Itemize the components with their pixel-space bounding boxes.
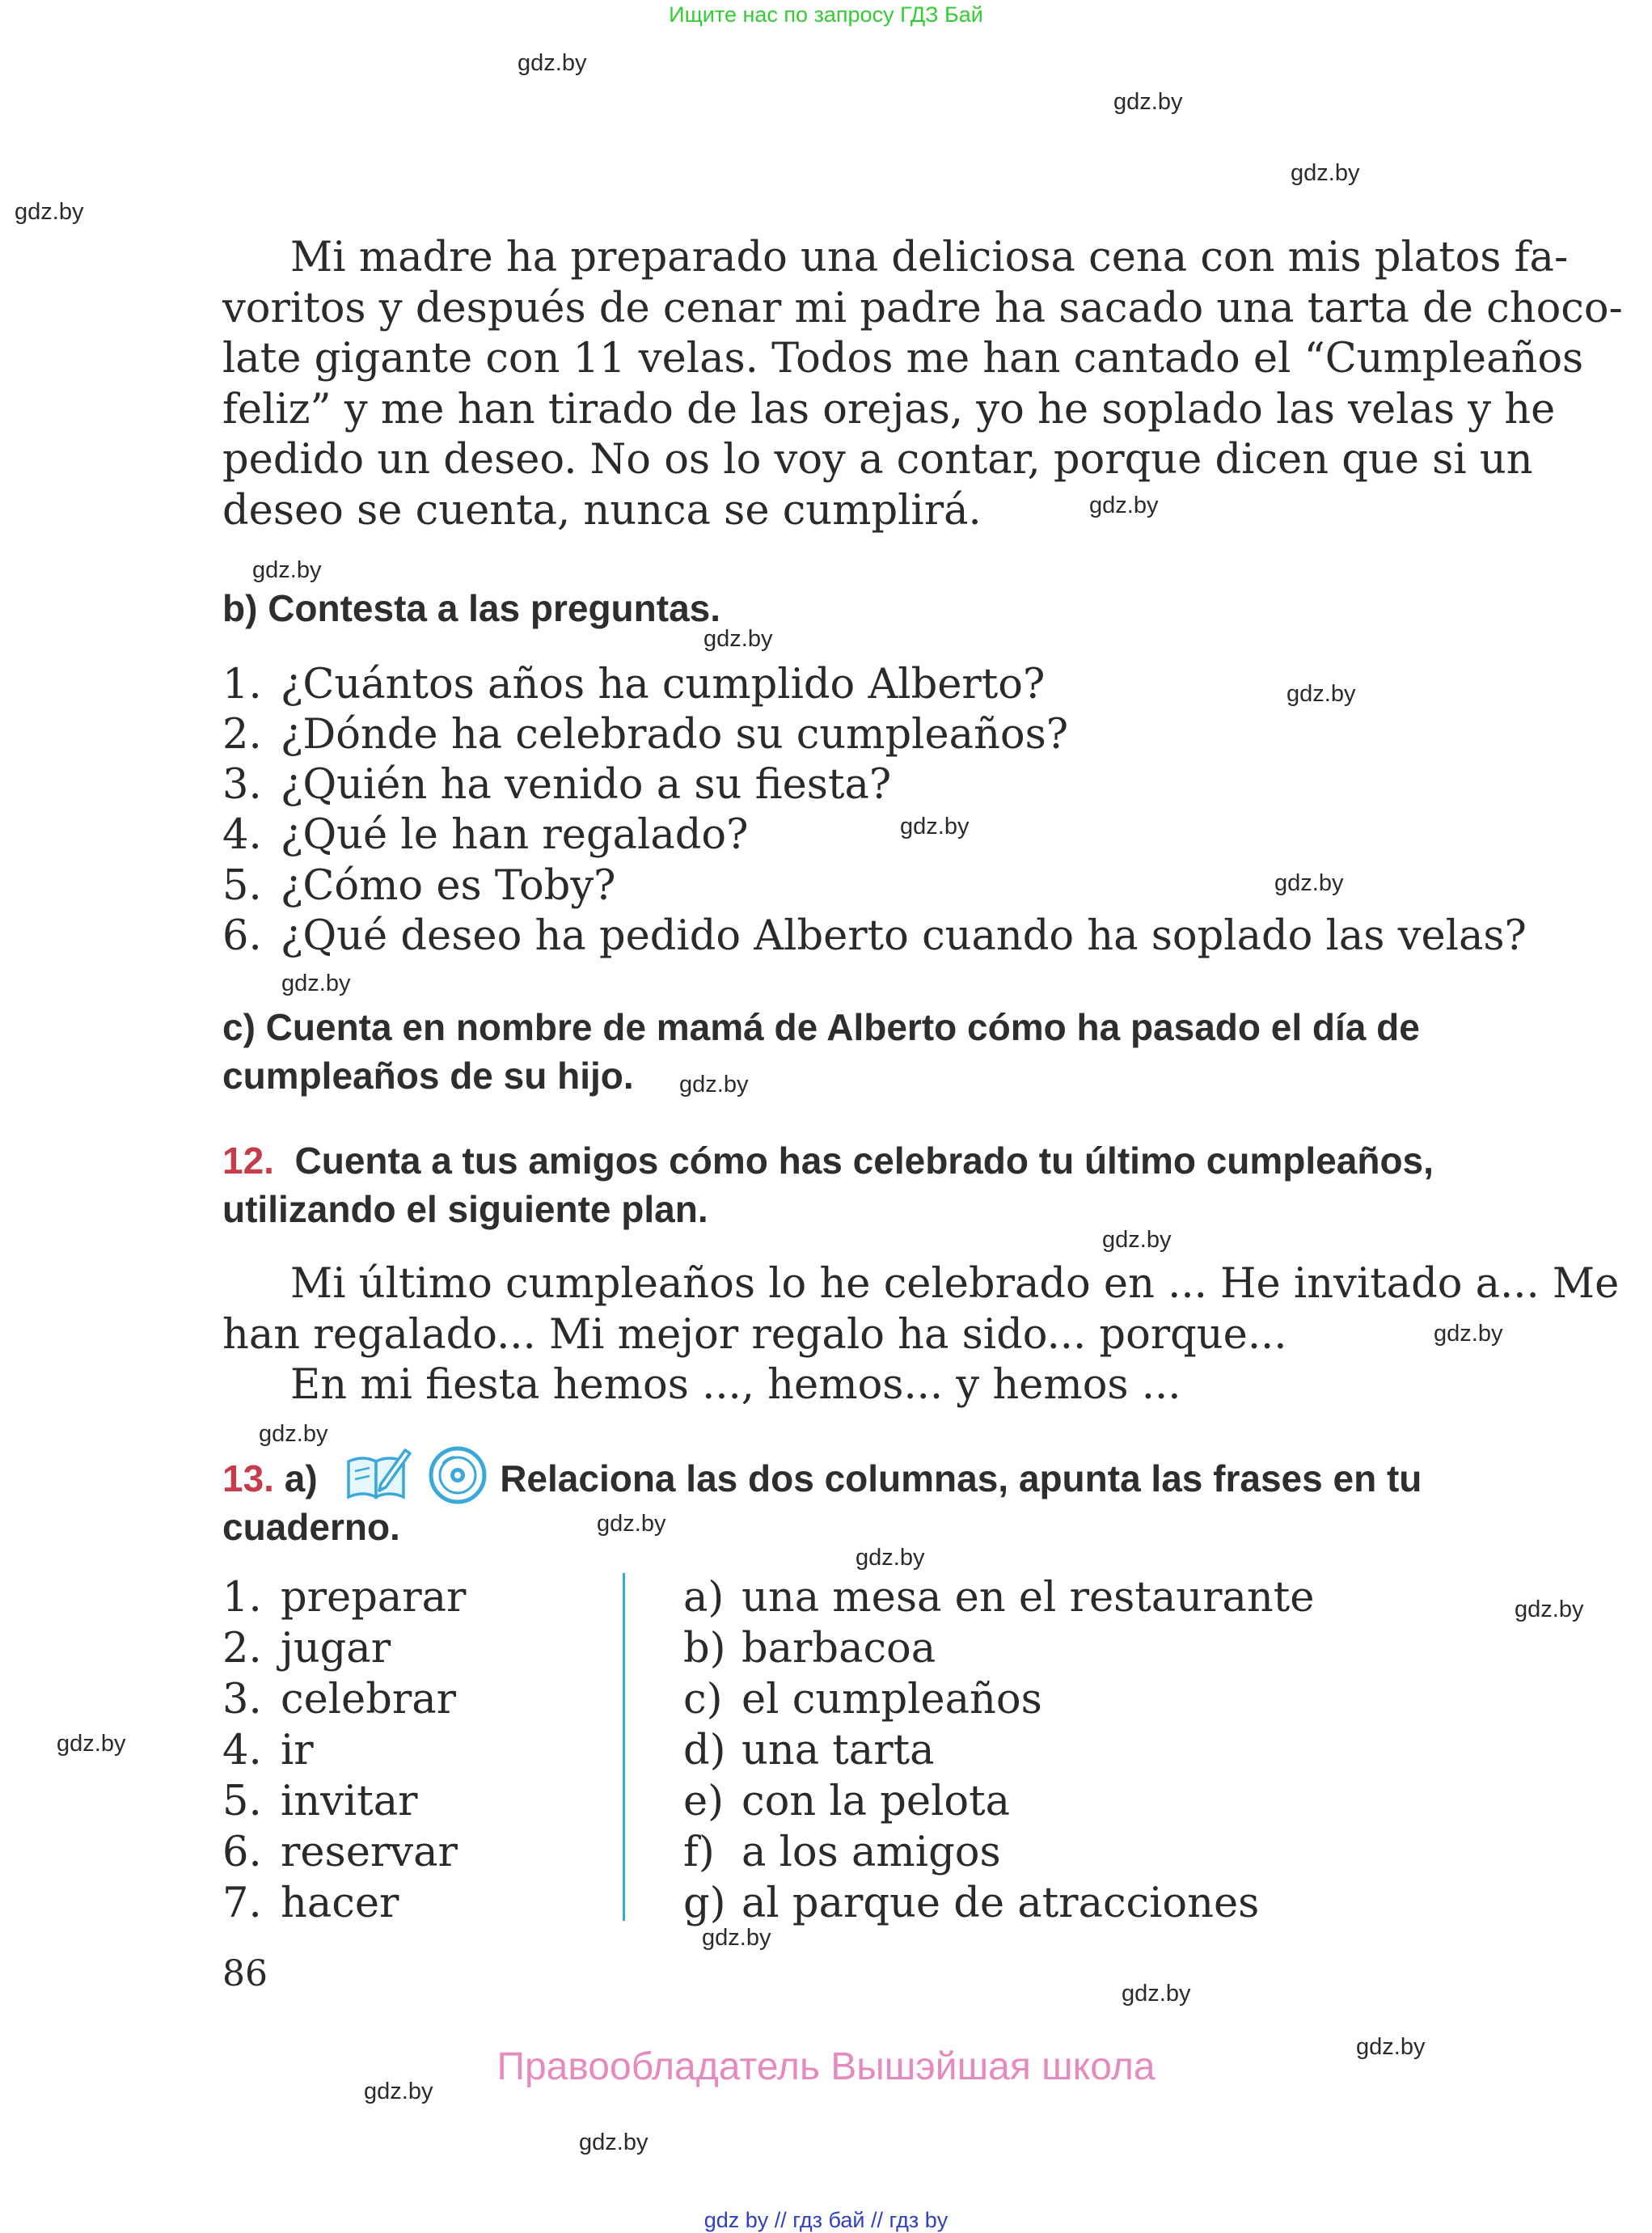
plan-line: han regalado... Mi mejor regalo ha sido... porque... bbox=[222, 1310, 1287, 1359]
section-c-heading bbox=[222, 1003, 1532, 1100]
exercise-12-heading bbox=[222, 1136, 1532, 1233]
watermark: gdz.by bbox=[1122, 1981, 1191, 2007]
item-text: con la pelota bbox=[741, 1778, 1010, 1825]
item-text: hacer bbox=[281, 1880, 399, 1927]
watermark: gdz.by bbox=[579, 2129, 649, 2155]
question-item bbox=[222, 861, 1532, 911]
story-paragraph bbox=[222, 233, 1623, 536]
right-column-item bbox=[683, 1828, 1532, 1878]
item-text: preparar bbox=[281, 1574, 467, 1622]
right-column-item bbox=[683, 1879, 1532, 1929]
right-column-item bbox=[683, 1726, 1532, 1776]
watermark: gdz.by bbox=[364, 2079, 433, 2104]
item-letter: b) bbox=[683, 1625, 726, 1673]
item-text: barbacoa bbox=[741, 1625, 936, 1673]
left-column-item bbox=[222, 1573, 611, 1623]
item-text: ir bbox=[281, 1727, 314, 1774]
plan-paragraph bbox=[222, 1259, 1620, 1411]
right-column-item bbox=[683, 1675, 1532, 1725]
question-text: ¿Cómo es Toby? bbox=[281, 862, 616, 910]
watermark: gdz.by bbox=[1434, 1321, 1503, 1347]
exercise-13-line: cuaderno. bbox=[222, 1506, 400, 1548]
watermark: gdz.by bbox=[518, 50, 587, 76]
watermark: gdz.by bbox=[900, 814, 970, 839]
page-number: 86 bbox=[222, 1953, 268, 1994]
paragraph-line: pedido un deseo. No os lo voy a contar, porque dicen que si un bbox=[222, 436, 1533, 484]
watermark: gdz.by bbox=[57, 1731, 126, 1757]
watermark: gdz.by bbox=[259, 1421, 328, 1447]
item-number: 3. bbox=[222, 1676, 262, 1723]
item-number: 5. bbox=[222, 1778, 262, 1825]
watermark: gdz.by bbox=[15, 199, 84, 225]
item-number: 6. bbox=[222, 1829, 262, 1876]
question-number: 1. bbox=[222, 661, 262, 708]
item-number: 1. bbox=[222, 1574, 262, 1622]
question-number: 5. bbox=[222, 862, 262, 910]
right-column-item bbox=[683, 1573, 1532, 1623]
paragraph-line: deseo se cuenta, nunca se cumplirá. bbox=[222, 486, 982, 535]
watermark: gdz.by bbox=[1515, 1597, 1584, 1622]
question-number: 4. bbox=[222, 811, 262, 859]
left-column-item bbox=[222, 1777, 611, 1827]
item-text: jugar bbox=[281, 1625, 391, 1673]
question-text: ¿Cuántos años ha cumplido Alberto? bbox=[281, 661, 1046, 708]
exercise-13-heading bbox=[222, 1454, 1532, 1551]
watermark: gdz.by bbox=[1356, 2034, 1426, 2060]
item-letter: a) bbox=[683, 1574, 725, 1622]
copyright-owner: Правообладатель Вышэйшая школа bbox=[496, 2045, 1156, 2088]
item-text: una tarta bbox=[741, 1727, 935, 1774]
section-b-heading: b) Contesta a las preguntas. bbox=[222, 587, 721, 629]
watermark: gdz.by bbox=[856, 1545, 925, 1571]
question-text: ¿Qué deseo ha pedido Alberto cuando ha soplado las velas? bbox=[281, 912, 1527, 960]
watermark: gdz.by bbox=[1287, 681, 1356, 707]
watermark: gdz.by bbox=[1274, 870, 1344, 896]
question-text: ¿Quién ha venido a su fiesta? bbox=[281, 761, 892, 809]
item-letter: c) bbox=[683, 1676, 723, 1723]
left-column-item bbox=[222, 1828, 611, 1878]
item-number: 2. bbox=[222, 1625, 262, 1673]
item-letter: g) bbox=[683, 1880, 726, 1927]
item-text: una mesa en el restaurante bbox=[741, 1574, 1315, 1622]
watermark: gdz.by bbox=[703, 626, 773, 652]
column-divider bbox=[623, 1573, 625, 1921]
watermark: gdz.by bbox=[1102, 1227, 1172, 1253]
watermark: gdz.by bbox=[281, 971, 351, 996]
paragraph-line: voritos y después de cenar mi padre ha sacado una tarta de choco- bbox=[222, 284, 1623, 332]
question-number: 3. bbox=[222, 761, 262, 809]
item-text: reservar bbox=[281, 1829, 458, 1876]
watermark: gdz.by bbox=[597, 1511, 666, 1537]
notebook-pen-icon bbox=[344, 1444, 412, 1504]
item-number: 7. bbox=[222, 1880, 262, 1927]
item-letter: e) bbox=[683, 1778, 725, 1825]
exercise-13-line: Relaciona las dos columnas, apunta las frases en tu bbox=[500, 1457, 1422, 1499]
audio-cd-icon bbox=[427, 1444, 488, 1506]
plan-line: Mi último cumpleaños lo he celebrado en ... He invitado a... Me bbox=[290, 1260, 1620, 1308]
paragraph-line: late gigante con 11 velas. Todos me han cantado el “Cumpleaños bbox=[222, 335, 1584, 383]
question-text: ¿Dónde ha celebrado su cumpleaños? bbox=[281, 711, 1069, 759]
exercise-number: 13. bbox=[222, 1457, 274, 1499]
item-text: al parque de atracciones bbox=[741, 1880, 1260, 1927]
section-c-line: cumpleaños de su hijo. bbox=[222, 1055, 634, 1097]
item-letter: f) bbox=[683, 1829, 715, 1876]
exercise-part: a) bbox=[284, 1457, 318, 1499]
right-column-item bbox=[683, 1624, 1532, 1674]
question-item bbox=[222, 760, 1532, 810]
item-text: a los amigos bbox=[741, 1829, 1001, 1876]
plan-line: En mi fiesta hemos ..., hemos... y hemos ... bbox=[290, 1361, 1181, 1409]
question-item bbox=[222, 911, 1532, 962]
watermark: gdz.by bbox=[1089, 493, 1159, 518]
exercise-number: 12. bbox=[222, 1140, 274, 1182]
question-item bbox=[222, 710, 1532, 760]
item-number: 4. bbox=[222, 1727, 262, 1774]
left-column-item bbox=[222, 1879, 611, 1929]
left-column-item bbox=[222, 1726, 611, 1776]
section-c-line: c) Cuenta en nombre de mamá de Alberto cómo ha pasado el día de bbox=[222, 1006, 1420, 1048]
watermark: gdz.by bbox=[702, 1925, 771, 1951]
question-text: ¿Qué le han regalado? bbox=[281, 811, 749, 859]
watermark: gdz.by bbox=[252, 557, 322, 583]
item-text: invitar bbox=[281, 1778, 418, 1825]
exercise-12-line: utilizando el siguiente plan. bbox=[222, 1188, 708, 1230]
watermark: gdz.by bbox=[679, 1072, 749, 1097]
top-banner[interactable]: Ищите нас по запросу ГДЗ Бай bbox=[669, 2, 983, 27]
paragraph-line: feliz” y me han tirado de las orejas, yo he soplado las velas y he bbox=[222, 385, 1556, 433]
right-column-item bbox=[683, 1777, 1532, 1827]
item-text: celebrar bbox=[281, 1676, 457, 1723]
paragraph-line: Mi madre ha preparado una deliciosa cena con mis platos fa- bbox=[290, 234, 1569, 281]
question-item bbox=[222, 660, 1532, 710]
question-item bbox=[222, 810, 1532, 861]
left-column-item bbox=[222, 1624, 611, 1674]
left-column-item bbox=[222, 1675, 611, 1725]
item-letter: d) bbox=[683, 1727, 726, 1774]
exercise-12-line: Cuenta a tus amigos cómo has celebrado tu último cumpleaños, bbox=[294, 1140, 1434, 1182]
question-number: 6. bbox=[222, 912, 262, 960]
bottom-links[interactable]: gdz by // гдз бай // гдз by bbox=[703, 2208, 949, 2232]
watermark: gdz.by bbox=[1113, 89, 1183, 115]
watermark: gdz.by bbox=[1291, 160, 1360, 186]
item-text: el cumpleaños bbox=[741, 1676, 1042, 1723]
question-number: 2. bbox=[222, 711, 262, 759]
